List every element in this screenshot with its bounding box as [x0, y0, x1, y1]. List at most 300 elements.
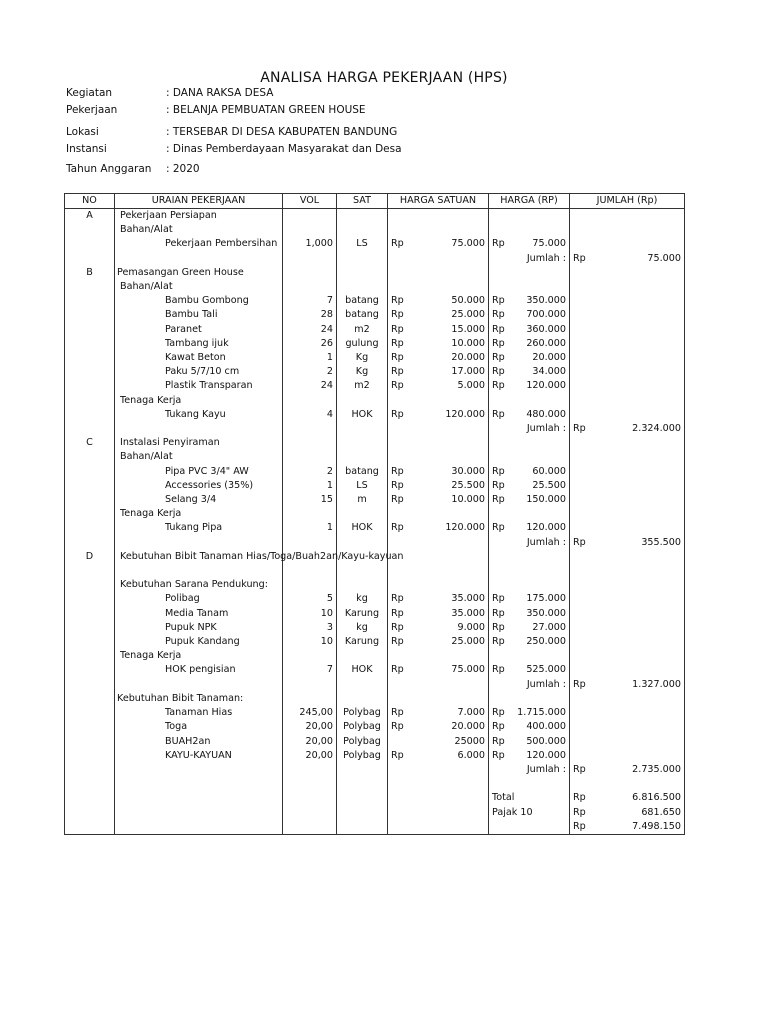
item-row — [65, 294, 685, 308]
vol-cell — [283, 791, 337, 805]
item-description: KAYU-KAYUAN — [115, 749, 283, 763]
harga-rp-cell — [489, 223, 570, 237]
no-cell — [65, 735, 115, 749]
harga-rp-cell — [489, 649, 570, 663]
item-sat: Kg — [337, 365, 388, 379]
currency-label: Rp — [492, 295, 505, 307]
group-row — [65, 578, 685, 592]
item-row — [65, 720, 685, 734]
harga-rp-value: 480.000 — [526, 408, 566, 420]
harga-satuan-value: 20.000 — [451, 352, 485, 364]
sat-cell — [337, 806, 388, 820]
no-cell — [65, 294, 115, 308]
no-cell — [65, 252, 115, 266]
currency-label: Rp — [391, 721, 404, 733]
item-harga-satuan — [388, 465, 489, 479]
item-harga-satuan — [388, 706, 489, 720]
empty-cell — [65, 564, 115, 578]
group-label: Tenaga Kerja — [115, 394, 283, 408]
currency-label: Rp — [492, 607, 505, 619]
item-harga-satuan — [388, 635, 489, 649]
empty-cell — [388, 564, 489, 578]
jumlah-cell — [570, 266, 685, 280]
item-harga-satuan — [388, 479, 489, 493]
currency-label: Rp — [391, 366, 404, 378]
subtotal-label: Jumlah : — [489, 678, 570, 692]
jumlah-cell — [570, 550, 685, 564]
subtotal-row — [65, 252, 685, 266]
subtotal-row — [65, 678, 685, 692]
item-harga-rp — [489, 308, 570, 322]
row-number: C — [65, 436, 115, 450]
total-row — [65, 791, 685, 805]
harga-rp-cell — [489, 209, 570, 224]
item-row — [65, 706, 685, 720]
item-harga-satuan — [388, 294, 489, 308]
jumlah-cell — [570, 592, 685, 606]
item-description: Pupuk Kandang — [115, 635, 283, 649]
subtotal-label: Jumlah : — [489, 422, 570, 436]
harga-rp-value: 700.000 — [526, 309, 566, 321]
subtotal-value — [570, 536, 685, 550]
no-cell — [65, 379, 115, 393]
harga-satuan-cell — [388, 649, 489, 663]
harga-satuan-value: 25000 — [454, 735, 485, 747]
group-row — [65, 394, 685, 408]
sat-cell — [337, 536, 388, 550]
sat-cell — [337, 252, 388, 266]
harga-satuan-cell — [388, 507, 489, 521]
harga-satuan-cell — [388, 536, 489, 550]
sat-cell — [337, 692, 388, 706]
currency-label: Rp — [492, 749, 505, 761]
item-vol: 1 — [283, 351, 337, 365]
vol-cell — [283, 649, 337, 663]
harga-satuan-value: 20.000 — [451, 721, 485, 733]
item-row — [65, 479, 685, 493]
empty-cell — [489, 564, 570, 578]
total-value — [570, 820, 685, 835]
desc-cell — [115, 820, 283, 835]
item-sat: m2 — [337, 323, 388, 337]
item-harga-rp — [489, 720, 570, 734]
header-uraian: URAIAN PEKERJAAN — [115, 194, 283, 209]
item-sat: m — [337, 493, 388, 507]
subtotal-value — [570, 252, 685, 266]
item-sat: Karung — [337, 635, 388, 649]
meta-key: Instansi — [66, 143, 107, 155]
item-vol: 7 — [283, 294, 337, 308]
harga-rp-cell — [489, 692, 570, 706]
empty-cell — [115, 564, 283, 578]
jumlah-cell — [570, 294, 685, 308]
currency-label: Rp — [391, 664, 404, 676]
jumlah-cell — [570, 692, 685, 706]
subtotal-amount: 2.324.000 — [632, 423, 681, 435]
item-vol: 2 — [283, 365, 337, 379]
harga-rp-cell — [489, 436, 570, 450]
currency-label: Rp — [391, 295, 404, 307]
item-row — [65, 621, 685, 635]
item-harga-satuan — [388, 493, 489, 507]
desc-cell — [115, 806, 283, 820]
item-harga-satuan — [388, 521, 489, 535]
group-row — [65, 649, 685, 663]
no-cell — [65, 408, 115, 422]
harga-rp-value: 120.000 — [526, 380, 566, 392]
currency-label: Rp — [573, 820, 586, 832]
vol-cell — [283, 806, 337, 820]
sat-cell — [337, 394, 388, 408]
item-harga-satuan — [388, 308, 489, 322]
subtotal-label: Jumlah : — [489, 763, 570, 777]
no-cell — [65, 536, 115, 550]
total-label: Pajak 10 — [489, 806, 570, 820]
harga-satuan-value: 120.000 — [445, 522, 485, 534]
item-vol: 10 — [283, 635, 337, 649]
meta-key: Kegiatan — [66, 87, 113, 99]
section-row — [65, 209, 685, 224]
page-title: ANALISA HARGA PEKERJAAN (HPS) — [260, 70, 508, 86]
item-row — [65, 337, 685, 351]
item-description: Paku 5/7/10 cm — [115, 365, 283, 379]
no-cell — [65, 450, 115, 464]
harga-satuan-cell — [388, 806, 489, 820]
vol-cell — [283, 536, 337, 550]
currency-label: Rp — [492, 636, 505, 648]
no-cell — [65, 280, 115, 294]
harga-rp-value: 60.000 — [532, 465, 566, 477]
subtotal-row — [65, 536, 685, 550]
hps-table — [64, 193, 685, 835]
item-sat: HOK — [337, 521, 388, 535]
item-description: Polibag — [115, 592, 283, 606]
jumlah-cell — [570, 578, 685, 592]
item-description: Tukang Kayu — [115, 408, 283, 422]
item-row — [65, 663, 685, 677]
item-row — [65, 365, 685, 379]
harga-satuan-cell — [388, 280, 489, 294]
harga-satuan-cell — [388, 791, 489, 805]
jumlah-cell — [570, 465, 685, 479]
harga-rp-value: 400.000 — [526, 721, 566, 733]
currency-label: Rp — [391, 636, 404, 648]
item-harga-rp — [489, 408, 570, 422]
harga-satuan-value: 35.000 — [451, 593, 485, 605]
item-description: Kawat Beton — [115, 351, 283, 365]
currency-label: Rp — [492, 735, 505, 747]
item-vol: 20,00 — [283, 735, 337, 749]
jumlah-cell — [570, 450, 685, 464]
jumlah-cell — [570, 337, 685, 351]
harga-rp-cell — [489, 550, 570, 564]
no-cell — [65, 649, 115, 663]
item-row — [65, 465, 685, 479]
vol-cell — [283, 209, 337, 224]
currency-label: Rp — [573, 252, 586, 264]
empty-cell — [283, 564, 337, 578]
currency-label: Rp — [492, 664, 505, 676]
currency-label: Rp — [492, 380, 505, 392]
item-row — [65, 408, 685, 422]
no-cell — [65, 791, 115, 805]
harga-satuan-value: 75.000 — [451, 238, 485, 250]
section-title: Pekerjaan Persiapan — [115, 209, 283, 224]
item-description: Pupuk NPK — [115, 621, 283, 635]
group-label: Bahan/Alat — [115, 450, 283, 464]
currency-label: Rp — [492, 621, 505, 633]
item-sat: Kg — [337, 351, 388, 365]
harga-satuan-value: 17.000 — [451, 366, 485, 378]
harga-satuan-value: 50.000 — [451, 295, 485, 307]
item-harga-rp — [489, 465, 570, 479]
no-cell — [65, 337, 115, 351]
harga-rp-value: 34.000 — [532, 366, 566, 378]
item-vol: 1 — [283, 479, 337, 493]
harga-satuan-value: 25.000 — [451, 636, 485, 648]
group-row — [65, 450, 685, 464]
subtotal-amount: 75.000 — [647, 252, 681, 264]
item-row — [65, 308, 685, 322]
empty-cell — [65, 777, 115, 791]
item-harga-satuan — [388, 592, 489, 606]
vol-cell — [283, 280, 337, 294]
item-vol: 4 — [283, 408, 337, 422]
item-vol: 15 — [283, 493, 337, 507]
subtotal-value — [570, 678, 685, 692]
vol-cell — [283, 692, 337, 706]
group-row — [65, 280, 685, 294]
item-description: HOK pengisian — [115, 663, 283, 677]
section-title: Instalasi Penyiraman — [115, 436, 283, 450]
item-vol: 7 — [283, 663, 337, 677]
currency-label: Rp — [391, 479, 404, 491]
item-row — [65, 351, 685, 365]
item-sat: HOK — [337, 408, 388, 422]
currency-label: Rp — [573, 678, 586, 690]
currency-label: Rp — [391, 607, 404, 619]
item-description: Media Tanam — [115, 607, 283, 621]
group-row — [65, 692, 685, 706]
item-row — [65, 521, 685, 535]
harga-satuan-cell — [388, 252, 489, 266]
jumlah-cell — [570, 280, 685, 294]
harga-satuan-cell — [388, 820, 489, 835]
meta-key: Tahun Anggaran — [66, 163, 152, 175]
harga-rp-cell — [489, 280, 570, 294]
harga-satuan-cell — [388, 422, 489, 436]
harga-satuan-value: 5.000 — [457, 380, 485, 392]
no-cell — [65, 663, 115, 677]
currency-label: Rp — [391, 522, 404, 534]
harga-satuan-value: 35.000 — [451, 607, 485, 619]
harga-rp-value: 27.000 — [532, 621, 566, 633]
no-cell — [65, 465, 115, 479]
currency-label: Rp — [492, 593, 505, 605]
vol-cell — [283, 763, 337, 777]
subtotal-amount: 1.327.000 — [632, 678, 681, 690]
item-vol: 2 — [283, 465, 337, 479]
harga-satuan-value: 30.000 — [451, 465, 485, 477]
item-description: Accessories (35%) — [115, 479, 283, 493]
item-description: Paranet — [115, 323, 283, 337]
item-sat: batang — [337, 294, 388, 308]
item-row — [65, 493, 685, 507]
currency-label: Rp — [492, 522, 505, 534]
no-cell — [65, 422, 115, 436]
subtotal-value — [570, 422, 685, 436]
harga-rp-cell — [489, 394, 570, 408]
total-amount: 6.816.500 — [632, 792, 681, 804]
harga-satuan-cell — [388, 763, 489, 777]
item-sat: m2 — [337, 379, 388, 393]
jumlah-cell — [570, 308, 685, 322]
sat-cell — [337, 266, 388, 280]
jumlah-cell — [570, 706, 685, 720]
harga-rp-value: 120.000 — [526, 749, 566, 761]
item-harga-rp — [489, 592, 570, 606]
harga-rp-value: 150.000 — [526, 494, 566, 506]
no-cell — [65, 237, 115, 251]
no-cell — [65, 706, 115, 720]
harga-satuan-cell — [388, 209, 489, 224]
total-label — [489, 820, 570, 835]
currency-label: Rp — [391, 465, 404, 477]
item-harga-satuan — [388, 735, 489, 749]
no-cell — [65, 592, 115, 606]
item-description: Tambang ijuk — [115, 337, 283, 351]
jumlah-cell — [570, 436, 685, 450]
harga-satuan-value: 9.000 — [457, 621, 485, 633]
desc-cell — [115, 678, 283, 692]
vol-cell — [283, 507, 337, 521]
currency-label: Rp — [391, 352, 404, 364]
header-vol: VOL — [283, 194, 337, 209]
vol-cell — [283, 450, 337, 464]
item-harga-rp — [489, 294, 570, 308]
currency-label: Rp — [573, 763, 586, 775]
harga-rp-value: 360.000 — [526, 323, 566, 335]
currency-label: Rp — [391, 494, 404, 506]
jumlah-cell — [570, 394, 685, 408]
jumlah-cell — [570, 663, 685, 677]
currency-label: Rp — [492, 408, 505, 420]
subtotal-amount: 355.500 — [641, 536, 681, 548]
jumlah-cell — [570, 621, 685, 635]
empty-cell — [489, 777, 570, 791]
meta-value: : 2020 — [166, 163, 200, 175]
currency-label: Rp — [573, 792, 586, 804]
item-row — [65, 735, 685, 749]
item-sat: kg — [337, 621, 388, 635]
section-row — [65, 550, 685, 564]
item-description: Bambu Gombong — [115, 294, 283, 308]
harga-satuan-value: 6.000 — [457, 749, 485, 761]
harga-rp-value: 120.000 — [526, 522, 566, 534]
total-value — [570, 806, 685, 820]
no-cell — [65, 692, 115, 706]
harga-satuan-value: 120.000 — [445, 408, 485, 420]
total-amount: 681.650 — [641, 806, 681, 818]
currency-label: Rp — [391, 707, 404, 719]
subtotal-label: Jumlah : — [489, 536, 570, 550]
item-vol: 20,00 — [283, 720, 337, 734]
sat-cell — [337, 436, 388, 450]
total-amount: 7.498.150 — [632, 820, 681, 832]
item-harga-rp — [489, 365, 570, 379]
sat-cell — [337, 578, 388, 592]
no-cell — [65, 720, 115, 734]
item-vol: 10 — [283, 607, 337, 621]
item-harga-satuan — [388, 749, 489, 763]
no-cell — [65, 749, 115, 763]
harga-satuan-cell — [388, 450, 489, 464]
desc-cell — [115, 422, 283, 436]
item-harga-satuan — [388, 351, 489, 365]
vol-cell — [283, 266, 337, 280]
item-description: BUAH2an — [115, 735, 283, 749]
item-vol: 26 — [283, 337, 337, 351]
item-harga-rp — [489, 663, 570, 677]
harga-rp-value: 175.000 — [526, 593, 566, 605]
item-harga-rp — [489, 337, 570, 351]
currency-label: Rp — [573, 423, 586, 435]
item-description: Pipa PVC 3/4" AW — [115, 465, 283, 479]
subtotal-row — [65, 763, 685, 777]
item-harga-satuan — [388, 663, 489, 677]
sat-cell — [337, 678, 388, 692]
jumlah-cell — [570, 223, 685, 237]
row-number: D — [65, 550, 115, 564]
item-sat: batang — [337, 465, 388, 479]
vol-cell — [283, 223, 337, 237]
item-vol: 1 — [283, 521, 337, 535]
item-sat: kg — [337, 592, 388, 606]
harga-rp-cell — [489, 507, 570, 521]
jumlah-cell — [570, 507, 685, 521]
item-harga-satuan — [388, 337, 489, 351]
currency-label: Rp — [391, 380, 404, 392]
currency-label: Rp — [391, 238, 404, 250]
no-cell — [65, 521, 115, 535]
total-row — [65, 820, 685, 835]
sat-cell — [337, 422, 388, 436]
item-harga-rp — [489, 735, 570, 749]
currency-label: Rp — [492, 352, 505, 364]
sat-cell — [337, 209, 388, 224]
sat-cell — [337, 280, 388, 294]
harga-satuan-value: 25.000 — [451, 309, 485, 321]
item-description: Selang 3/4 — [115, 493, 283, 507]
section-title: Pemasangan Green House — [115, 266, 283, 280]
subtotal-row — [65, 422, 685, 436]
item-harga-rp — [489, 379, 570, 393]
no-cell — [65, 308, 115, 322]
header-jumlah: JUMLAH (Rp) — [570, 194, 685, 209]
sat-cell — [337, 223, 388, 237]
empty-cell — [570, 777, 685, 791]
item-sat: Polybag — [337, 706, 388, 720]
blank-row — [65, 777, 685, 791]
currency-label: Rp — [391, 621, 404, 633]
sat-cell — [337, 450, 388, 464]
empty-cell — [388, 777, 489, 791]
currency-label: Rp — [391, 309, 404, 321]
harga-satuan-cell — [388, 578, 489, 592]
harga-satuan-value: 15.000 — [451, 323, 485, 335]
table-header-row — [65, 194, 685, 209]
group-label: Kebutuhan Bibit Tanaman: — [115, 692, 283, 706]
